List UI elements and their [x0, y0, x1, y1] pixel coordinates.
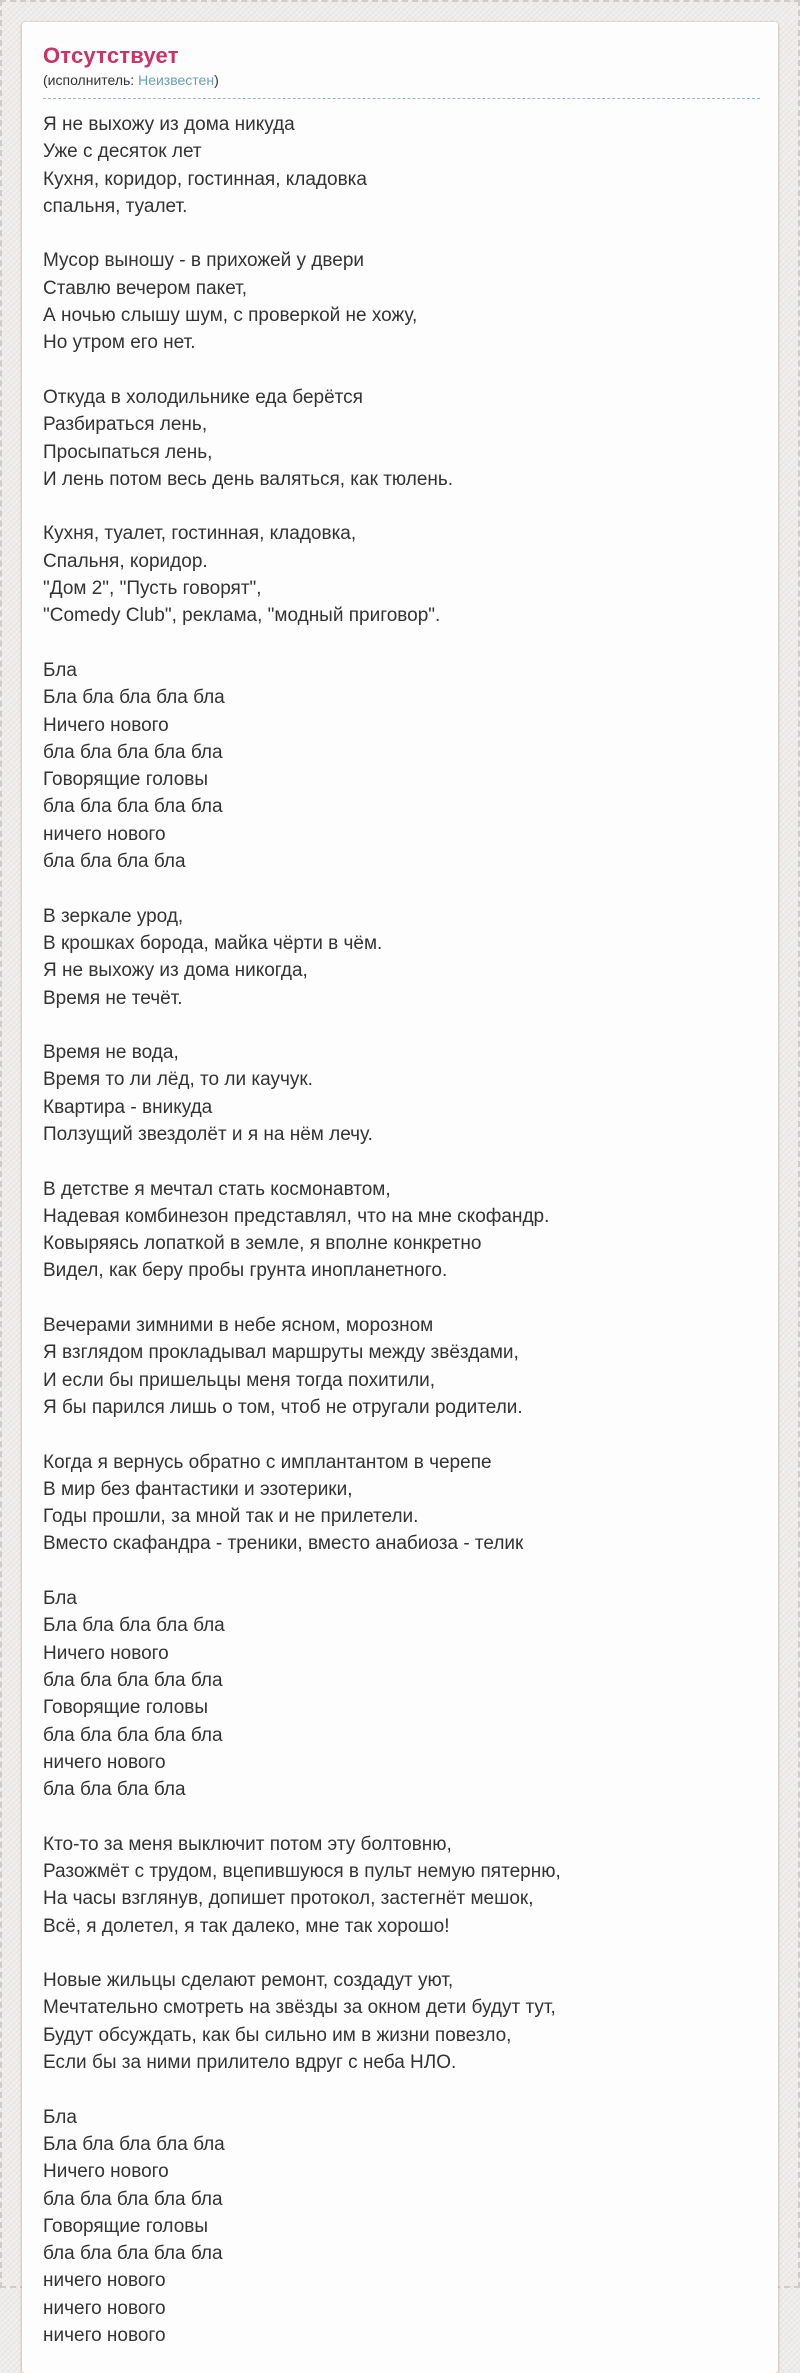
lyric-line: Когда я вернусь обратно с имплантантом в черепе [43, 1451, 492, 1473]
lyric-line: Разожмёт с трудом, вцепившуюся в пульт немую пятерню, [43, 1861, 561, 1882]
lyric-line: На часы взглянув, допишет протокол, застегнёт мешок, [43, 1888, 534, 1910]
lyric-line: Вечерами зимними в небе ясном, морозном [43, 1315, 434, 1337]
stanza [43, 1967, 760, 2076]
lyric-line: Если бы за ними прилитело вдруг с неба НЛО. [43, 2052, 457, 2074]
lyric-line: "Comedy Club", реклама, "модный приговор". [43, 605, 441, 627]
lyric-line: Время не вода, [43, 1042, 179, 1064]
lyric-line: Надевая комбинезон представлял, что на мне скофандр. [43, 1205, 550, 1227]
lyric-line: Но утром его нет. [43, 332, 196, 354]
lyric-line: бла бла бла бла бла [43, 796, 223, 818]
stanza [43, 1449, 760, 1558]
lyric-line: бла бла бла бла бла [43, 741, 223, 763]
lyric-line: В детстве я мечтал стать космонавтом, [43, 1178, 391, 1200]
lyric-line: Время то ли лёд, то ли каучук. [43, 1069, 313, 1091]
lyric-line: Уже с десяток лет [43, 141, 202, 163]
lyric-line: Ползущий звездолёт и я на нём лечу. [43, 1123, 373, 1145]
lyric-line: Кухня, туалет, гостинная, кладовка, [43, 523, 357, 545]
stanza [43, 1831, 760, 1940]
lyrics-card [22, 22, 778, 2373]
lyric-line: Новые жильцы сделают ремонт, создадут уют, [43, 1970, 454, 1992]
lyric-line: Всё, я долетел, я так далеко, мне так хорошо! [43, 1915, 450, 1937]
lyric-line: Мечтательно смотреть на звёзды за окном дети будут тут, [43, 1997, 556, 2019]
lyric-line: Бла [43, 659, 77, 681]
lyric-line: ничего нового [43, 823, 166, 845]
lyric-line: бла бла бла бла бла [43, 1724, 223, 1746]
lyric-line: бла бла бла бла бла [43, 2243, 223, 2265]
lyric-line: бла бла бла бла бла [43, 1669, 223, 1691]
lyric-line: ничего нового [43, 1751, 166, 1773]
lyric-line: ничего нового [43, 2270, 166, 2292]
stanza [43, 111, 760, 220]
lyric-line: В крошках борода, майка чёрти в чём. [43, 932, 383, 954]
lyric-line: Бла бла бла бла бла [43, 1615, 225, 1637]
lyric-line: Говорящие головы [43, 769, 209, 791]
artist-label-prefix: (исполнитель: [43, 72, 139, 88]
lyrics [43, 111, 760, 2349]
lyric-line: Мусор выношу - в прихожей у двери [43, 250, 365, 272]
stanza [43, 1039, 760, 1148]
lyric-line: бла бла бла бла бла [43, 2188, 223, 2210]
lyric-line: бла бла бла бла [43, 851, 186, 873]
page-title: Отсутствует [43, 43, 179, 68]
lyric-line: Ничего нового [43, 714, 169, 736]
lyric-line: Время не течёт. [43, 987, 183, 1009]
lyric-line: бла бла бла бла [43, 1779, 186, 1801]
lyric-line: спальня, туалет. [43, 195, 188, 217]
lyric-line: И лень потом весь день валяться, как тюлень. [43, 468, 454, 490]
lyric-line: Видел, как беру пробы грунта инопланетного. [43, 1260, 448, 1282]
stanza [43, 384, 760, 493]
lyric-line: Говорящие головы [43, 2215, 209, 2237]
lyric-line: В зеркале урод, [43, 905, 184, 927]
stanza [43, 903, 760, 1012]
lyric-line: Просыпаться лень, [43, 441, 213, 463]
lyric-line: ничего нового [43, 2325, 166, 2347]
lyric-line: В мир без фантастики и эзотерики, [43, 1478, 353, 1500]
lyric-line: Будут обсуждать, как бы сильно им в жизни повезло, [43, 2024, 512, 2046]
artist-line [43, 72, 760, 89]
lyric-line: ничего нового [43, 2297, 166, 2319]
dashed-separator [43, 98, 760, 99]
artist-link[interactable]: Неизвестен [138, 72, 215, 88]
lyric-line: Я не выхожу из дома никогда, [43, 960, 308, 982]
stanza [43, 657, 760, 875]
lyric-line: Разбираться лень, [43, 414, 208, 436]
lyric-line: Я взглядом прокладывал маршруты между звёздами, [43, 1342, 519, 1364]
lyric-line: Ковыряясь лопаткой в земле, я вполне конкретно [43, 1233, 482, 1255]
artist-label-suffix: ) [214, 72, 219, 88]
lyric-line: Кто-то за меня выключит потом эту болтовню, [43, 1833, 452, 1855]
lyric-line: Я не выхожу из дома никуда [43, 114, 295, 135]
lyric-line: Бла бла бла бла бла [43, 2133, 225, 2155]
stanza [43, 1585, 760, 1803]
lyric-line: Я бы парился лишь о том, чтоб не отругали родители. [43, 1396, 523, 1418]
lyric-line: Годы прошли, за мной так и не прилетели. [43, 1506, 419, 1528]
stanza [43, 520, 760, 629]
lyric-line: Спальня, коридор. [43, 550, 208, 572]
lyric-line: Бла бла бла бла бла [43, 687, 225, 709]
lyric-line: Ничего нового [43, 1642, 169, 1664]
lyric-line: Ставлю вечером пакет, [43, 277, 247, 299]
lyric-line: И если бы пришельцы меня тогда похитили, [43, 1369, 436, 1391]
lyric-line: Квартира - вникуда [43, 1096, 213, 1118]
stanza [43, 1312, 760, 1421]
stanza [43, 247, 760, 356]
lyric-line: Вместо скафандра - треники, вместо анабиоза - телик [43, 1533, 524, 1555]
lyric-line: Ничего нового [43, 2161, 169, 2183]
stanza [43, 2104, 760, 2350]
lyric-line: Откуда в холодильнике еда берётся [43, 386, 363, 408]
lyric-line: Бла [43, 2106, 77, 2128]
lyric-line: "Дом 2", "Пусть говорят", [43, 578, 262, 600]
lyric-line: Кухня, коридор, гостинная, кладовка [43, 168, 367, 190]
lyric-line: А ночью слышу шум, с проверкой не хожу, [43, 305, 418, 327]
stanza [43, 1176, 760, 1285]
lyric-line: Говорящие головы [43, 1697, 209, 1719]
lyric-line: Бла [43, 1588, 77, 1610]
